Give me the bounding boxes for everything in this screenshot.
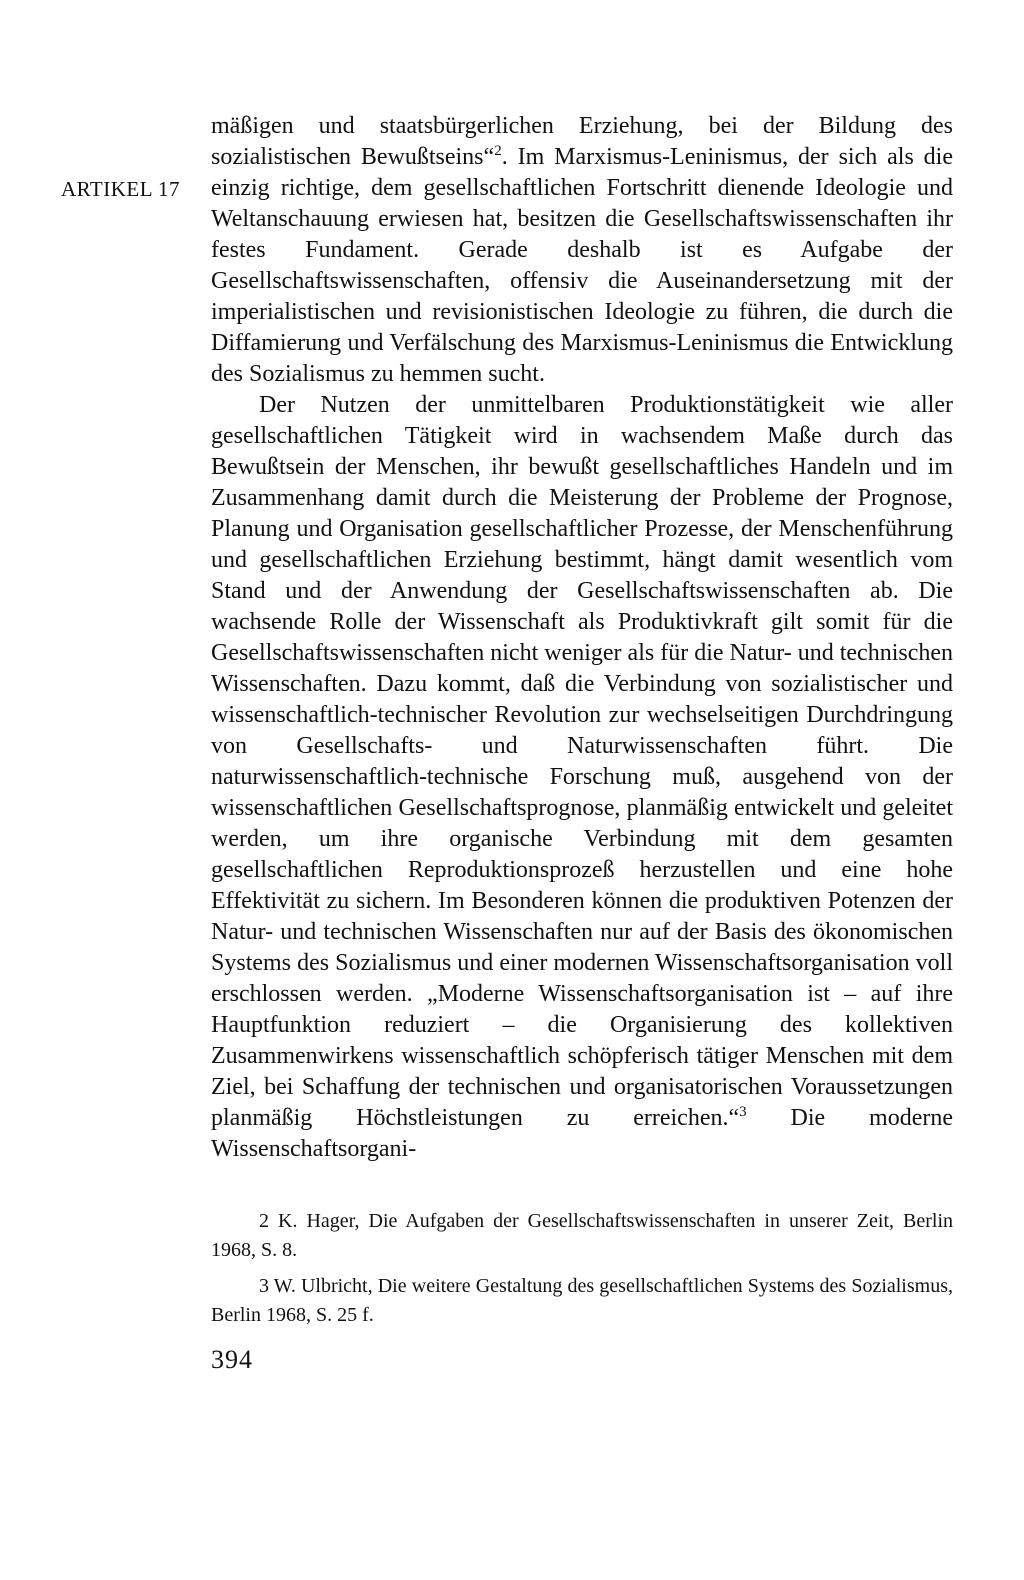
footnotes xyxy=(211,1207,953,1337)
footnote-2: 2 K. Hager, Die Aufgaben der Gesellschaftswissenschaften in unserer Zeit, Berlin 1968, S. 8. xyxy=(211,1210,953,1261)
paragraph-2-text-b: Die moderne Wissenschaftsorgani- xyxy=(211,1105,954,1162)
page-number: 394 xyxy=(211,1345,253,1374)
paragraph-1 xyxy=(211,111,953,390)
main-text xyxy=(211,111,953,1165)
paragraph-2-text-a: Der Nutzen der unmittelbaren Produktionstätigkeit wie aller gesellschaftlichen Tätigkeit wird in wachsendem Maße durch das Bewußtsein der Menschen, ihr bewußt gesellschaftliches Handeln und im Zusammenhang damit durch die Meisterung der Probleme der Prognose, Planung und Organisation gesellschaftlicher Prozesse, der Menschenführung und gesellschaftlichen Erziehung bestimmt, hängt damit wesentlich vom Stand und der Anwendung der Gesellschaftswissenschaften ab. Die wachsende Rolle der Wissenschaft als Produktivkraft gilt somit für die Gesellschaftswissenschaften nicht weniger als für die Natur- und technischen Wissenschaften. Dazu kommt, daß die Verbindung von sozialistischer und wissenschaftlich-technischer Revolution zur wechselseitigen Durchdringung von Gesellschafts- und Naturwissenschaften führt. Die naturwissenschaftlich-technische Forschung muß, ausgehend von der wissenschaftlichen Gesellschaftsprognose, planmäßig entwickelt und geleitet werden, um ihre organische Verbindung mit dem gesamten gesellschaftlichen Reproduktionsprozeß herzustellen und eine hohe Effektivität zu sichern. Im Besonderen können die produktiven Potenzen der Natur- und technischen Wissenschaften nur auf der Basis des ökonomischen Systems des Sozialismus und einer modernen Wissenschaftsorganisation voll erschlossen werden. „Moderne Wissenschaftsorganisation ist – auf ihre Hauptfunktion reduziert – die Organisierung des kollektiven Zusammenwirkens wissenschaftlich schöpferisch tätiger Menschen mit dem Ziel, bei Schaffung der technischen und organisatorischen Voraussetzungen planmäßig Höchstleistungen zu erreichen.“ xyxy=(211,392,953,1131)
paragraph-1-text-a: mäßigen und staatsbürgerlichen Erziehung, bei der Bildung des sozialistischen Bewußtseins“ xyxy=(211,113,953,170)
article-margin-label: ARTIKEL 17 xyxy=(61,177,181,201)
paragraph-2 xyxy=(211,390,953,1165)
paragraph-1-text-b: . Im Marxismus-Leninismus, der sich als die einzig richtige, dem gesellschaftlichen Fortschritt dienende Ideologie und Weltanschauung erwiesen hat, besitzen die Gesellschaftswissenschaften ihr festes Fundament. Gerade deshalb ist es Aufgabe der Gesellschaftswissenschaften, offensiv die Auseinandersetzung mit der imperialistischen und revisionistischen Ideologie zu führen, die durch die Diffamierung und Verfälschung des Marxismus-Leninismus die Entwicklung des Sozialismus zu hemmen sucht. xyxy=(211,144,954,387)
footnote-3: 3 W. Ulbricht, Die weitere Gestaltung des gesellschaftlichen Systems des Sozialismus, Berlin 1968, S. 25 f. xyxy=(211,1275,953,1326)
footnote-ref-2: 2 xyxy=(494,143,502,159)
footnote-ref-3: 3 xyxy=(739,1104,747,1120)
